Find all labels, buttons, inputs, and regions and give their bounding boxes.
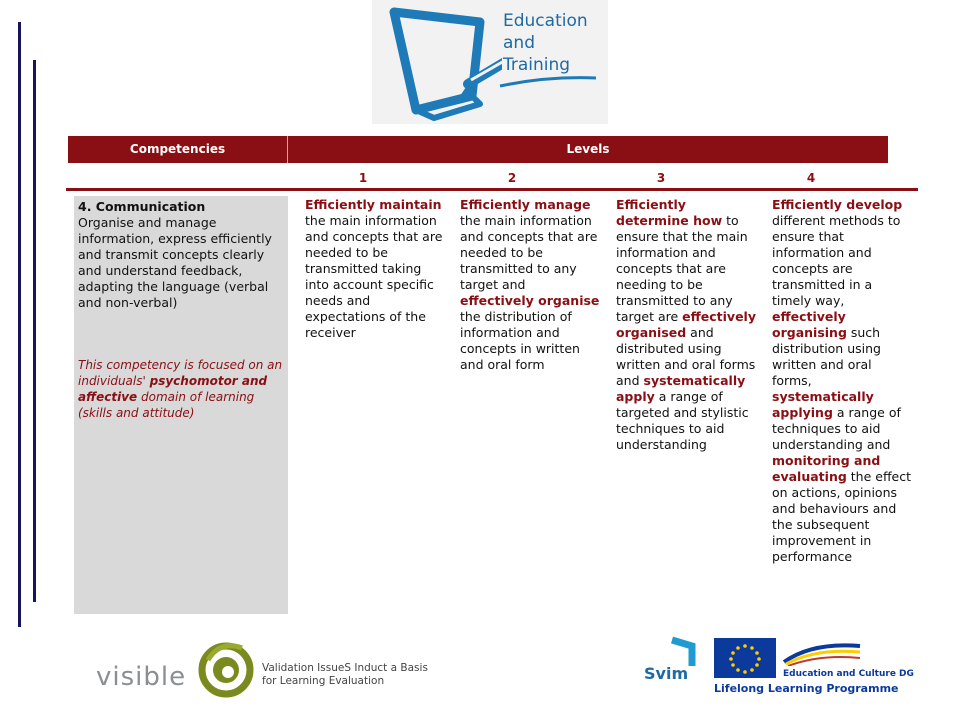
level-key-phrase: effectively organise (460, 293, 600, 308)
competency-cell (74, 196, 288, 614)
level-number-4: 4 (806, 171, 816, 185)
level-key-phrase: effectively organised (616, 309, 756, 340)
level-text: the distribution of information and concepts in written and oral form (460, 309, 580, 372)
education-culture-label: Education and Culture DG (783, 669, 914, 679)
lifelong-learning-swoosh-icon (782, 640, 862, 666)
level-2-description (460, 197, 600, 373)
left-accent-bar-2 (33, 60, 36, 602)
competency-title: 4. Communication (78, 199, 206, 214)
level-text: different methods to ensure that information and concepts are transmitted in a timely way, (772, 213, 901, 308)
competency-note (78, 357, 284, 421)
level-text: the main information and concepts that are needed to be transmitted to any target and (460, 213, 598, 292)
logo-text-line3: Training (503, 55, 571, 75)
level-3-description (616, 197, 756, 453)
level-4-description (772, 197, 912, 565)
level-text: to ensure that the main information and concepts that are needing to be transmitted to any target are (616, 213, 748, 324)
level-text: and distributed using written and oral forms and (616, 325, 756, 388)
level-1-description (305, 197, 445, 341)
level-text: a range of targeted and stylistic techniques to aid understanding (616, 389, 749, 452)
svim-wordmark: Svim (644, 664, 689, 683)
competency-note-part2: domain of learning (skills and attitude) (78, 390, 255, 420)
level-key-phrase: Efficiently determine how (616, 197, 723, 228)
computer-pencil-icon (372, 0, 502, 124)
eu-flag (714, 638, 776, 678)
level-key-phrase: systematically applying (772, 389, 874, 420)
logo-text-line2: and (503, 33, 535, 53)
level-text: such distribution using written and oral forms, (772, 325, 881, 388)
level-key-phrase: Efficiently maintain (305, 197, 442, 212)
level-key-phrase: Efficiently develop (772, 197, 903, 212)
svim-logo (642, 636, 706, 696)
logo-swoosh (498, 72, 598, 92)
visible-tagline-line1: Validation IssueS Induct a Basis (262, 662, 428, 674)
header-rule (66, 188, 918, 191)
level-text: the main information and concepts that are needed to be transmitted taking into account specific needs and expectations of the receiver (305, 213, 443, 340)
competency-description: Organise and manage information, express efficiently and transmit concepts clearly and understand feedback, adapting the language (verbal and non-verbal) (78, 215, 272, 310)
table-header (68, 136, 888, 163)
level-text: the effect on actions, opinions and behaviours and the subsequent improvement in performance (772, 469, 912, 564)
competency-note-part1: This competency is focused on an individuals' (78, 358, 283, 388)
left-accent-bar-1 (18, 22, 21, 627)
level-number-2: 2 (507, 171, 517, 185)
level-key-phrase: systematically apply (616, 373, 746, 404)
education-training-logo (372, 0, 608, 124)
competency-note-bold: psychomotor and affective (78, 374, 268, 404)
level-key-phrase: effectively organising (772, 309, 847, 340)
level-key-phrase: monitoring and evaluating (772, 453, 881, 484)
level-text: a range of techniques to aid understanding and (772, 405, 901, 452)
visible-tagline-line2: for Learning Evaluation (262, 675, 385, 687)
logo-text-line1: Education (503, 11, 588, 31)
level-number-3: 3 (656, 171, 666, 185)
header-levels: Levels (566, 142, 610, 156)
lifelong-learning-label: Lifelong Learning Programme (714, 682, 899, 695)
eu-stars-icon (714, 638, 776, 678)
visible-swirl-icon (196, 638, 256, 698)
level-number-1: 1 (358, 171, 368, 185)
visible-logo (96, 634, 426, 698)
header-competencies: Competencies (129, 142, 226, 156)
level-key-phrase: Efficiently manage (460, 197, 591, 212)
visible-wordmark: visible (96, 662, 187, 692)
